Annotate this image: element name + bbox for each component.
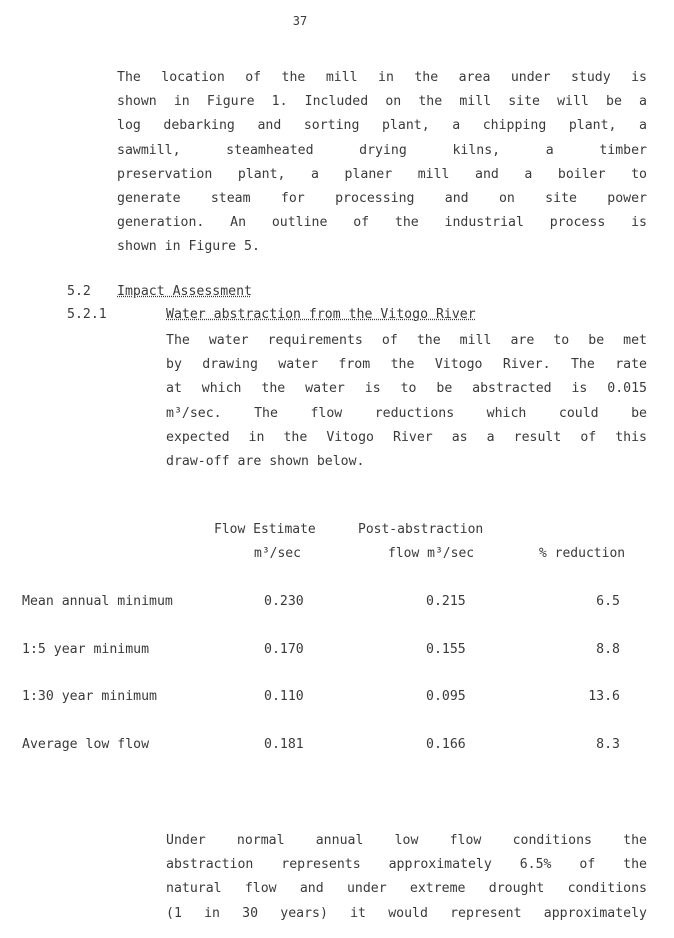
table-cell-estimate: 0.110 xyxy=(264,689,304,704)
page-number: 37 xyxy=(292,14,308,28)
text-line: natural flow and under extreme drought conditions xyxy=(166,881,647,897)
text-line: log debarking and sorting plant, a chipping plant, a xyxy=(117,118,647,134)
text-line: m³/sec. The flow reductions which could be xyxy=(166,405,647,421)
text-line: The water requirements of the mill are to be met xyxy=(166,333,647,348)
text-line: (1 in 30 years) it would represent approximately xyxy=(166,905,647,921)
text-line: generate steam for processing and on site power xyxy=(117,190,647,206)
text-line: shown in Figure 1. Included on the mill site will be a xyxy=(117,94,647,110)
table-cell-estimate: 0.170 xyxy=(264,642,304,657)
table-row-label: Mean annual minimum xyxy=(22,594,173,609)
closing-paragraph xyxy=(166,829,647,926)
text-line: Under normal annual low flow conditions the xyxy=(166,833,647,848)
header-post-units: flow m³/sec xyxy=(388,546,475,561)
table-row-label: Average low flow xyxy=(22,737,150,752)
table-cell-post: 0.166 xyxy=(426,737,466,752)
subsection-title: Water abstraction from the Vitogo River xyxy=(166,307,476,322)
table-cell-post: 0.155 xyxy=(426,642,466,657)
text-line: draw-off are shown below. xyxy=(166,453,365,469)
header-reduction: % reduction xyxy=(539,546,626,561)
intro-paragraph xyxy=(117,66,647,260)
table-row-label: 1:30 year minimum xyxy=(22,689,157,704)
table-cell-reduction: 6.5 xyxy=(596,594,620,609)
text-line: generation. An outline of the industrial process is xyxy=(117,215,647,231)
text-line: sawmill, steamheated drying kilns, a timber xyxy=(117,142,647,158)
text-line: at which the water is to be abstracted is 0.015 xyxy=(166,381,647,397)
header-flow-units: m³/sec xyxy=(254,546,301,561)
text-line: expected in the Vitogo River as a result of this xyxy=(166,429,647,445)
text-line: by drawing water from the Vitogo River. The rate xyxy=(166,357,647,373)
section-number: 5.2 xyxy=(67,284,91,299)
table-cell-reduction: 8.8 xyxy=(596,642,620,657)
table-cell-post: 0.215 xyxy=(426,594,466,609)
table-cell-reduction: 13.6 xyxy=(588,689,620,704)
table-cell-estimate: 0.230 xyxy=(264,594,304,609)
text-line: preservation plant, a planer mill and a boiler to xyxy=(117,166,647,182)
header-post-abstraction: Post-abstraction xyxy=(358,522,484,537)
table-row-label: 1:5 year minimum xyxy=(22,642,150,657)
header-flow-estimate: Flow Estimate xyxy=(214,522,316,537)
table-cell-estimate: 0.181 xyxy=(264,737,304,752)
section-title: Impact Assessment xyxy=(117,284,252,299)
table-cell-reduction: 8.3 xyxy=(596,737,620,752)
text-line: shown in Figure 5. xyxy=(117,239,260,255)
table-cell-post: 0.095 xyxy=(426,689,466,704)
subsection-number: 5.2.1 xyxy=(67,307,107,322)
text-line: abstraction represents approximately 6.5% of the xyxy=(166,857,647,873)
text-line: The location of the mill in the area under study is xyxy=(117,70,647,85)
abstraction-paragraph xyxy=(166,329,647,474)
